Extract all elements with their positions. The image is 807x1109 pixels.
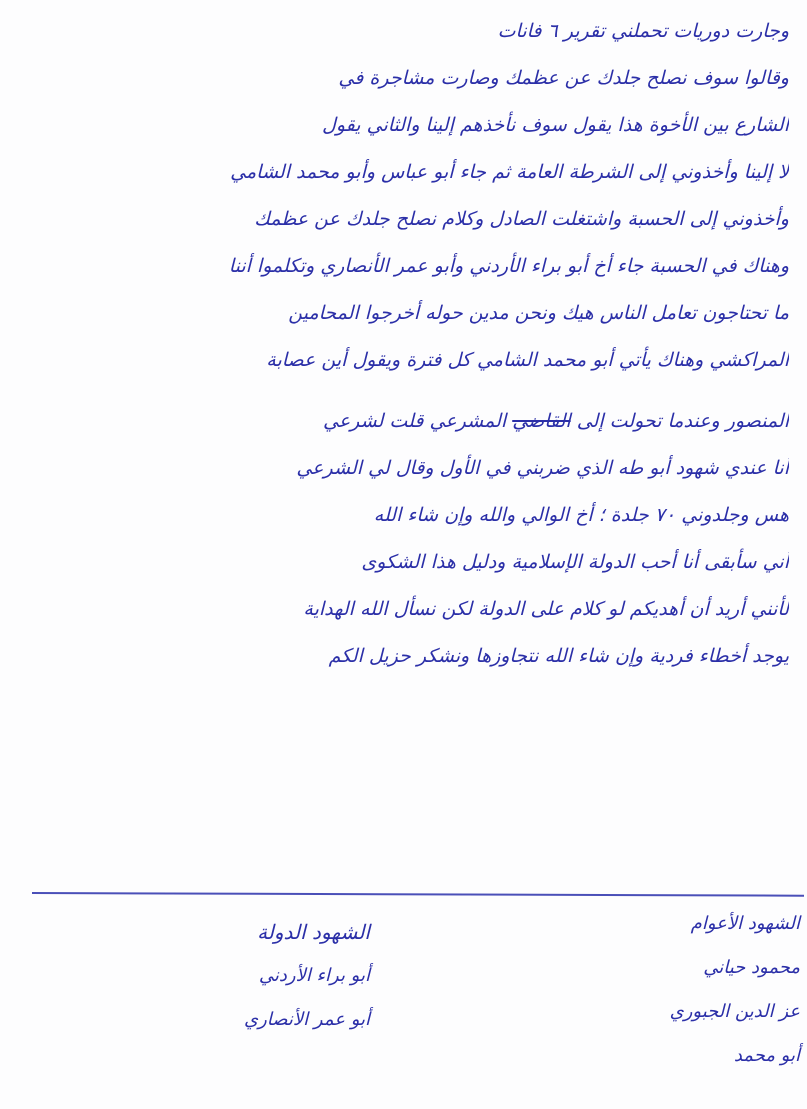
letter-line-11: هس وجلدوني ٧٠ جلدة ؛ أخ الوالي والله وإن شاء الله (373, 504, 789, 526)
letter-line-5: وأخذوني إلى الحسبة واشتغلت الصادل وكلام نصلح جلدك عن عظمك (254, 208, 789, 230)
letter-line-10: أنا عندي شهود أبو طه الذي ضربني في الأول وقال لي الشرعي (296, 457, 789, 479)
struck-word: القاضي (512, 410, 571, 432)
letter-line-3: الشارع بين الأخوة هذا يقول سوف نأخذهم إلينا والثاني يقول (322, 114, 789, 136)
letter-body (30, 8, 789, 680)
letter-line-14: يوجد أخطاء فردية وإن شاء الله نتجاوزها ونشكر حزيل الكم (328, 645, 789, 667)
signature-divider (32, 892, 804, 897)
signatures-state-witnesses (40, 910, 370, 1042)
letter-line-4: لا إلينا وأخذوني إلى الشرطة العامة ثم جاء أبو عباس وأبو محمد الشامي (230, 161, 789, 183)
letter-line-1: وجارت دوريات تحملني تقرير ٦ فانات (497, 20, 789, 42)
letter-line-8: المراكشي وهناك يأتي أبو محمد الشامي كل فترة ويقول أين عصابة (266, 349, 789, 371)
line-9-before: المنصور وعندما تحولت إلى (576, 410, 789, 432)
public-witnesses-title: الشهود الأعوام (690, 913, 800, 934)
letter-line-2: وقالوا سوف نصلح جلدك عن عظمك وصارت مشاجرة في (338, 67, 789, 89)
state-witness-1: أبو براء الأردني (258, 965, 370, 986)
letter-line-13: لأنني أريد أن أهديكم لو كلام على الدولة لكن نسأل الله الهداية (303, 598, 789, 620)
state-witnesses-title: الشهود الدولة (257, 920, 370, 944)
public-witness-3: أبو محمد (733, 1045, 800, 1066)
state-witness-2: أبو عمر الأنصاري (244, 1009, 370, 1030)
public-witness-1: محمود حياني (703, 957, 800, 978)
letter-line-9 (30, 398, 789, 445)
public-witness-2: عز الدين الجبوري (669, 1001, 800, 1022)
letter-line-7: ما تحتاجون تعامل الناس هيك ونحن مدين حوله أخرجوا المحامين (288, 302, 789, 324)
letter-line-6: وهناك في الحسبة جاء أخ أبو براء الأردني وأبو عمر الأنصاري وتكلموا أننا (228, 255, 789, 277)
letter-line-12: أني سأبقى أنا أحب الدولة الإسلامية ودليل هذا الشكوى (361, 551, 789, 573)
signatures-public-witnesses (560, 902, 800, 1078)
line-9-after: المشرعي قلت لشرعي (323, 410, 507, 432)
